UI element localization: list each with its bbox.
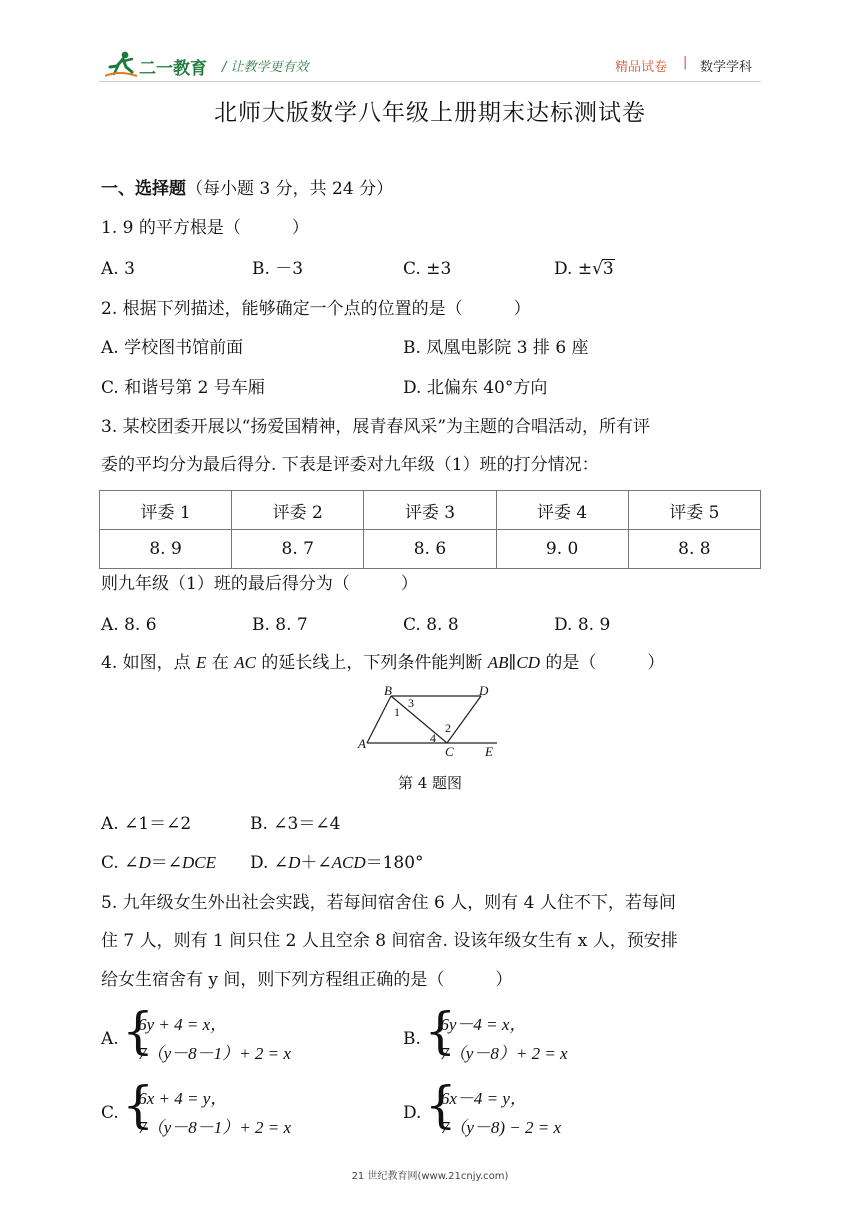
- angle-2: 2: [445, 721, 451, 735]
- section-note: （每小题 3 分，共 24 分）: [186, 179, 394, 199]
- q2-stem: 2. 根据下列描述，能够确定一个点的位置的是（ ）: [101, 299, 531, 319]
- score-table: [99, 490, 761, 569]
- q1-option-a: A. 3: [101, 259, 135, 279]
- table-header-cell: 评委 2: [232, 491, 364, 530]
- table-cell: 8. 6: [364, 530, 496, 569]
- line-a-b: [367, 696, 391, 743]
- q3-stem-line1: 3. 某校团委开展以“扬爱国精神，展青春风采”为主题的合唱活动，所有评: [101, 417, 651, 437]
- q5-option-label: C.: [101, 1103, 119, 1123]
- q1-option-b: B. －3: [252, 259, 304, 279]
- brace-icon: {: [122, 1002, 154, 1060]
- q5-option-b: [403, 1002, 568, 1068]
- angle-3: 3: [408, 696, 414, 710]
- q4-option-d: [250, 851, 424, 875]
- sqrt-sign: √: [592, 259, 603, 279]
- q2-option-a: A. 学校图书馆前面: [101, 338, 244, 358]
- brace-icon: {: [424, 1002, 457, 1060]
- runner-logo-icon: [105, 50, 139, 78]
- header: [0, 0, 860, 90]
- q3-question: 则九年级（1）班的最后得分为（ ）: [101, 574, 418, 594]
- equation-row: 7（y－8－1）+ 2 = x: [138, 1118, 292, 1137]
- q5-option-label: D.: [403, 1103, 422, 1123]
- equation-system: [424, 1002, 568, 1068]
- equation-system: [122, 1002, 291, 1068]
- table-cell: 8. 9: [100, 530, 232, 569]
- q4-option-c-part: D: [138, 853, 151, 872]
- label-a: A: [358, 736, 366, 751]
- q3-option-c: C. 8. 8: [403, 615, 459, 635]
- section-heading: [101, 177, 393, 201]
- q5-option-label: B.: [403, 1029, 421, 1049]
- q2-option-c: C. 和谐号第 2 号车厢: [101, 378, 265, 398]
- q5-stem-line1: 5. 九年级女生外出社会实践，若每间宿舍住 6 人，则有 4 人住不下，若每间: [101, 893, 676, 913]
- q4-relation: AB∥CD: [487, 653, 541, 672]
- q5-stem-line2: 住 7 人，则有 1 间只住 2 人且空余 8 间宿舍. 设该年级女生有 x 人，预安排: [101, 931, 678, 951]
- equation-system: [424, 1076, 562, 1142]
- table-header-cell: 评委 5: [628, 491, 760, 530]
- brace-icon: {: [122, 1076, 155, 1134]
- q4-figure: [355, 685, 505, 761]
- q4-stem-part: 的延长线上，下列条件能判断: [255, 653, 488, 673]
- page-title: 北师大版数学八年级上册期末达标测试卷: [214, 100, 646, 126]
- slogan: / 让教学更有效: [222, 60, 309, 75]
- q4-option-c-part: ＝∠: [150, 853, 182, 873]
- q3-option-b: B. 8. 7: [252, 615, 308, 635]
- q4-option-a: A. ∠1＝∠2: [101, 814, 192, 834]
- equation-row: 6y－4 = x，: [440, 1015, 527, 1034]
- equation-row: 6x－4 = y，: [440, 1089, 527, 1108]
- table-cell: 8. 8: [628, 530, 760, 569]
- q4-option-b: B. ∠3＝∠4: [250, 814, 341, 834]
- q5-option-label: A.: [101, 1029, 119, 1049]
- q1-option-c: C. ±3: [403, 259, 452, 279]
- q4-option-d-part: D. ∠: [250, 853, 289, 873]
- table-header-cell: 评委 3: [364, 491, 496, 530]
- q5-stem-line3: 给女生宿舍有 y 间，则下列方程组正确的是（ ）: [101, 970, 513, 990]
- page-footer: 21 世纪教育网(www.21cnjy.com): [351, 1171, 509, 1182]
- table-header-cell: 评委 1: [100, 491, 232, 530]
- header-rule: [99, 81, 761, 82]
- label-e: E: [485, 744, 493, 759]
- q1-stem: 1. 9 的平方根是（ ）: [101, 218, 309, 238]
- q4-option-d-part: ＝180°: [365, 853, 424, 873]
- q4-stem: [101, 651, 664, 675]
- equation-row: 6y + 4 = x，: [138, 1015, 228, 1034]
- q4-option-c-part: C. ∠: [101, 853, 139, 873]
- q5-option-c: [101, 1076, 292, 1142]
- table-cell: 8. 7: [232, 530, 364, 569]
- q4-stem-part: 4. 如图，点: [101, 653, 197, 673]
- q1-option-d-radicand: 3: [602, 259, 614, 279]
- q4-option-c: [101, 851, 216, 875]
- q4-option-c-part: DCE: [181, 853, 216, 872]
- label-b: B: [384, 685, 392, 698]
- q1-option-d: [554, 257, 615, 281]
- q3-option-d: D. 8. 9: [554, 615, 611, 635]
- label-d: D: [479, 685, 489, 698]
- line-c-d: [447, 696, 481, 743]
- q1-option-d-prefix: D. ±: [554, 259, 593, 279]
- q4-option-d-part: ACD: [331, 853, 366, 872]
- table-header-cell: 评委 4: [496, 491, 628, 530]
- q4-point-e: E: [196, 653, 207, 672]
- angle-4: 4: [430, 731, 436, 745]
- header-label: 精品试卷: [615, 60, 668, 75]
- q4-caption: 第 4 题图: [397, 774, 463, 792]
- equation-row: 7（y－8) − 2 = x: [440, 1118, 562, 1137]
- header-subject: 数学学科: [700, 60, 753, 75]
- label-c: C: [445, 744, 454, 759]
- q2-option-d: D. 北偏东 40°方向: [403, 378, 548, 398]
- q3-stem-line2: 委的平均分为最后得分. 下表是评委对九年级（1）班的打分情况：: [101, 455, 599, 475]
- q5-option-d: [403, 1076, 562, 1142]
- q3-option-a: A. 8. 6: [101, 615, 157, 635]
- q4-stem-part: 在: [206, 653, 235, 673]
- equation-row: 7（y－8－1）+ 2 = x: [138, 1044, 291, 1063]
- brand-name: 二一教育: [139, 59, 207, 79]
- line-b-c: [391, 696, 447, 743]
- equation-system: [122, 1076, 292, 1142]
- angle-1: 1: [394, 705, 400, 719]
- q4-segment-ac: AC: [234, 653, 256, 672]
- brace-icon: {: [424, 1076, 457, 1134]
- equation-row: 6x + 4 = y，: [138, 1089, 228, 1108]
- q5-option-a: [101, 1002, 291, 1068]
- table-header-row: [100, 491, 761, 530]
- section-title: 一、选择题: [101, 179, 186, 199]
- logo: [105, 50, 235, 80]
- q4-option-d-part: D: [288, 853, 301, 872]
- equation-row: 7（y－8）+ 2 = x: [440, 1044, 568, 1063]
- q4-option-d-part: ＋∠: [300, 853, 332, 873]
- header-separator: |: [683, 55, 688, 70]
- table-cell: 9. 0: [496, 530, 628, 569]
- table-row: [100, 530, 761, 569]
- q2-option-b: B. 凤凰电影院 3 排 6 座: [403, 338, 589, 358]
- q4-stem-part: 的是（ ）: [540, 653, 665, 673]
